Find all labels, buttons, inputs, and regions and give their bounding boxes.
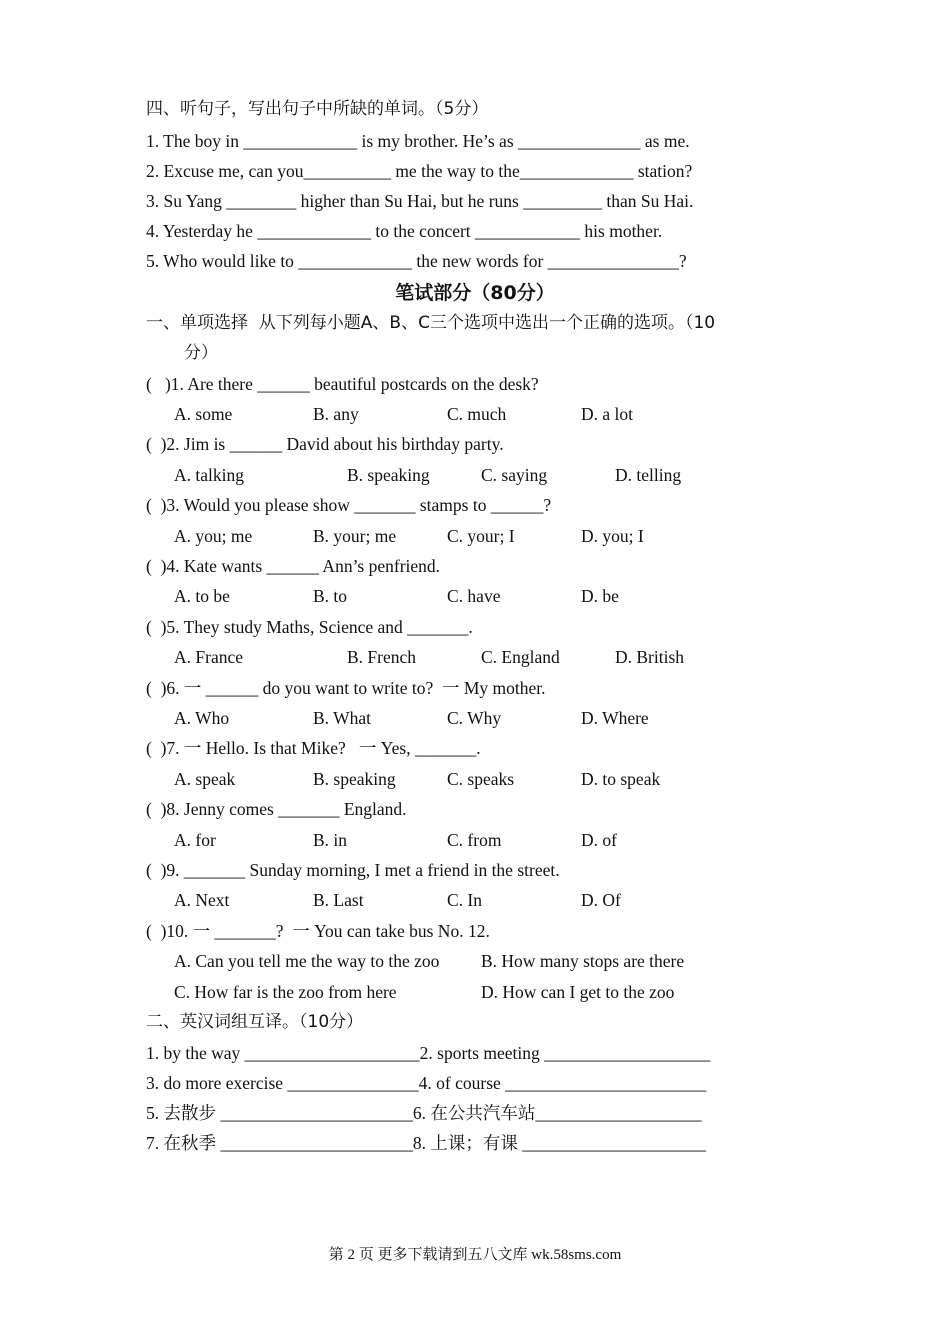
q1-option-b: B. any xyxy=(313,404,359,424)
q10-option-c: C. How far is the zoo from here xyxy=(174,982,397,1002)
question-3-stem: ( )3. Would you please show _______ stamps to ______? xyxy=(146,495,552,515)
section4-line-3: 3. Su Yang ________ higher than Su Hai, but he runs _________ than Su Hai. xyxy=(146,191,694,211)
q2-option-a: A. talking xyxy=(174,465,244,485)
q3-option-a: A. you; me xyxy=(174,526,253,546)
q4-option-b: B. to xyxy=(313,586,348,606)
question-2-stem: ( )2. Jim is ______ David about his birthday party. xyxy=(146,434,504,454)
question-8-stem: ( )8. Jenny comes _______ England. xyxy=(146,799,407,819)
section4-line-1: 1. The boy in _____________ is my brother. He’s as ______________ as me. xyxy=(146,131,690,151)
question-7-stem: ( )7. 一 Hello. Is that Mike? 一 Yes, _______. xyxy=(146,738,481,758)
q8-option-c: C. from xyxy=(447,830,502,850)
part1-title: 一、单项选择 从下列每小题A、B、C三个选项中选出一个正确的选项。（10 xyxy=(146,313,716,333)
q3-option-c: C. your; I xyxy=(447,526,515,546)
part2-line-2: 3. do more exercise _______________4. of course _______________________ xyxy=(146,1073,707,1093)
q4-option-a: A. to be xyxy=(174,586,230,606)
part2-line-1: 1. by the way ____________________2. sports meeting ___________________ xyxy=(146,1043,711,1063)
q7-option-d: D. to speak xyxy=(581,769,661,789)
question-1-stem: ( )1. Are there ______ beautiful postcards on the desk? xyxy=(146,374,539,394)
q6-option-d: D. Where xyxy=(581,708,649,728)
q4-option-d: D. be xyxy=(581,586,619,606)
q6-option-b: B. What xyxy=(313,708,372,728)
page-footer: 第 2 页 更多下载请到五八文库 wk.58sms.com xyxy=(328,1247,622,1263)
q10-option-a: A. Can you tell me the way to the zoo xyxy=(174,951,440,971)
part2-line-3: 5. 去散步 ______________________6. 在公共汽车站___________________ xyxy=(146,1103,702,1123)
q7-option-b: B. speaking xyxy=(313,769,396,789)
q7-option-c: C. speaks xyxy=(447,769,515,789)
question-10-stem: ( )10. 一 _______? 一 You can take bus No. 12. xyxy=(146,921,490,941)
q8-option-b: B. in xyxy=(313,830,348,850)
section4-line-2: 2. Excuse me, can you__________ me the way to the_____________ station? xyxy=(146,161,693,181)
q9-option-a: A. Next xyxy=(174,890,230,910)
q10-option-d: D. How can I get to the zoo xyxy=(481,982,675,1002)
part2-title: 二、英汉词组互译。（10分） xyxy=(146,1012,364,1032)
written-part-title: 笔试部分（80分） xyxy=(395,282,555,304)
q4-option-c: C. have xyxy=(447,586,501,606)
question-5-stem: ( )5. They study Maths, Science and _______. xyxy=(146,617,473,637)
q8-option-a: A. for xyxy=(174,830,216,850)
q9-option-d: D. Of xyxy=(581,890,621,910)
question-9-stem: ( )9. _______ Sunday morning, I met a friend in the street. xyxy=(146,860,560,880)
q1-option-c: C. much xyxy=(447,404,507,424)
section4-line-4: 4. Yesterday he _____________ to the concert ____________ his mother. xyxy=(146,221,663,241)
section4-title: 四、听句子，写出句子中所缺的单词。（5分） xyxy=(146,99,489,119)
q5-option-a: A. France xyxy=(174,647,244,667)
part2-line-4: 7. 在秋季 ______________________8. 上课；有课 _____________________ xyxy=(146,1133,706,1153)
q1-option-d: D. a lot xyxy=(581,404,634,424)
q3-option-d: D. you; I xyxy=(581,526,644,546)
part1-title-cont: 分） xyxy=(184,343,218,363)
q9-option-c: C. In xyxy=(447,890,482,910)
q8-option-d: D. of xyxy=(581,830,617,850)
q2-option-d: D. telling xyxy=(615,465,682,485)
q6-option-a: A. Who xyxy=(174,708,230,728)
q2-option-b: B. speaking xyxy=(347,465,430,485)
question-6-stem: ( )6. 一 ______ do you want to write to? 一 My mother. xyxy=(146,678,546,698)
q7-option-a: A. speak xyxy=(174,769,236,789)
q3-option-b: B. your; me xyxy=(313,526,397,546)
q6-option-c: C. Why xyxy=(447,708,502,728)
q1-option-a: A. some xyxy=(174,404,233,424)
q2-option-c: C. saying xyxy=(481,465,548,485)
q5-option-c: C. England xyxy=(481,647,560,667)
q5-option-b: B. French xyxy=(347,647,417,667)
section4-line-5: 5. Who would like to _____________ the new words for _______________? xyxy=(146,251,687,271)
q9-option-b: B. Last xyxy=(313,890,364,910)
q5-option-d: D. British xyxy=(615,647,685,667)
q10-option-b: B. How many stops are there xyxy=(481,951,685,971)
question-4-stem: ( )4. Kate wants ______ Ann’s penfriend. xyxy=(146,556,441,576)
